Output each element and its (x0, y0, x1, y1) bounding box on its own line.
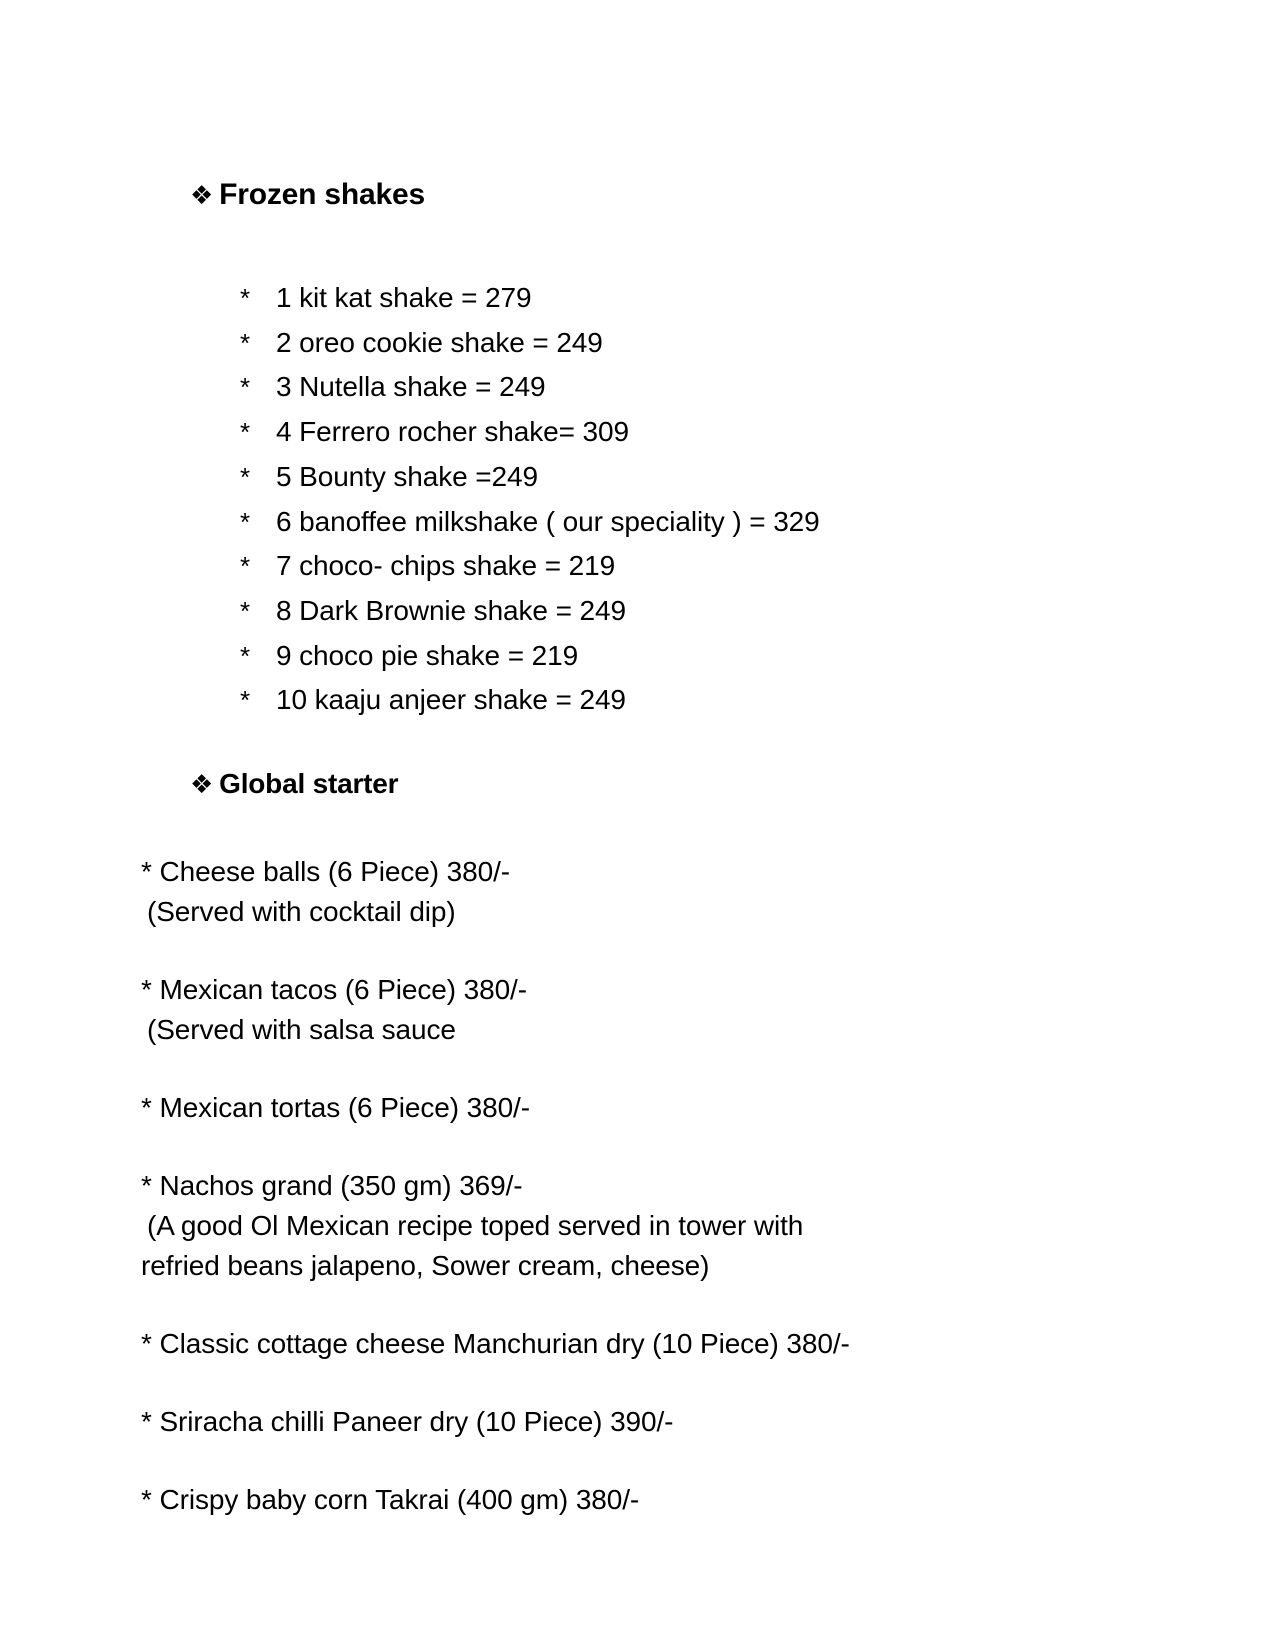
menu-entry (141, 970, 1141, 1050)
section-heading-label: Frozen shakes (219, 178, 425, 211)
frozen-shakes-list (240, 276, 820, 723)
menu-entry (141, 1480, 1141, 1520)
asterisk-bullet-icon: * (240, 685, 251, 716)
list-item (240, 410, 820, 455)
menu-entry-description: (A good Ol Mexican recipe toped served in tower with (147, 1210, 804, 1241)
asterisk-bullet-icon: * (240, 372, 251, 403)
menu-entry-title: * Classic cottage cheese Manchurian dry (10 Piece) 380/- (141, 1328, 850, 1359)
list-item-label: 6 banoffee milkshake ( our speciality ) = 329 (276, 505, 820, 537)
list-item (240, 589, 820, 634)
asterisk-bullet-icon: * (240, 283, 251, 313)
menu-entry-description-continued: refried beans jalapeno, Sower cream, cheese) (141, 1250, 710, 1281)
section-heading-frozen-shakes (190, 178, 425, 212)
list-item (240, 634, 820, 679)
menu-entry-description: (Served with cocktail dip) (147, 896, 456, 927)
diamond-bullet-icon: ❖ (190, 181, 214, 211)
asterisk-bullet-icon: * (240, 551, 251, 582)
asterisk-bullet-icon: * (240, 327, 251, 358)
diamond-bullet-icon: ❖ (190, 770, 214, 800)
list-item (240, 500, 820, 545)
menu-entry-title: * Crispy baby corn Takrai (400 gm) 380/- (141, 1484, 640, 1515)
list-item-label: 10 kaaju anjeer shake = 249 (276, 684, 626, 716)
list-item-label: 8 Dark Brownie shake = 249 (276, 594, 626, 626)
list-item (240, 678, 820, 723)
asterisk-bullet-icon: * (240, 640, 251, 671)
list-item-label: 7 choco- chips shake = 219 (276, 550, 616, 582)
menu-entry (141, 1088, 1141, 1128)
list-item-label: 4 Ferrero rocher shake= 309 (276, 416, 629, 448)
menu-entry-title: * Cheese balls (6 Piece) 380/- (141, 856, 510, 887)
menu-entry (141, 852, 1141, 932)
menu-entry-title: * Mexican tacos (6 Piece) 380/- (141, 974, 527, 1005)
list-item (240, 321, 820, 366)
global-starter-list (141, 852, 1141, 1558)
list-item-label: 5 Bounty shake =249 (276, 460, 538, 492)
section-heading-global-starter (190, 768, 398, 800)
list-item-label: 3 Nutella shake = 249 (276, 371, 546, 403)
list-item (240, 276, 820, 321)
asterisk-bullet-icon: * (240, 417, 251, 448)
list-item-label: 2 oreo cookie shake = 249 (276, 326, 603, 358)
menu-entry-title: * Sriracha chilli Paneer dry (10 Piece) 390/- (141, 1406, 674, 1437)
menu-entry (141, 1402, 1141, 1442)
list-item (240, 455, 820, 500)
list-item (240, 544, 820, 589)
list-item-label: 1 kit kat shake = 279 (276, 282, 532, 313)
asterisk-bullet-icon: * (240, 595, 251, 626)
menu-entry-title: * Mexican tortas (6 Piece) 380/- (141, 1092, 530, 1123)
menu-entry-title: * Nachos grand (350 gm) 369/- (141, 1170, 523, 1201)
asterisk-bullet-icon: * (240, 461, 251, 492)
menu-entry (141, 1324, 1141, 1364)
menu-entry-description: (Served with salsa sauce (147, 1014, 456, 1045)
menu-entry (141, 1166, 1141, 1286)
list-item (240, 365, 820, 410)
section-heading-label: Global starter (219, 768, 399, 799)
asterisk-bullet-icon: * (240, 506, 251, 537)
list-item-label: 9 choco pie shake = 219 (276, 639, 579, 671)
